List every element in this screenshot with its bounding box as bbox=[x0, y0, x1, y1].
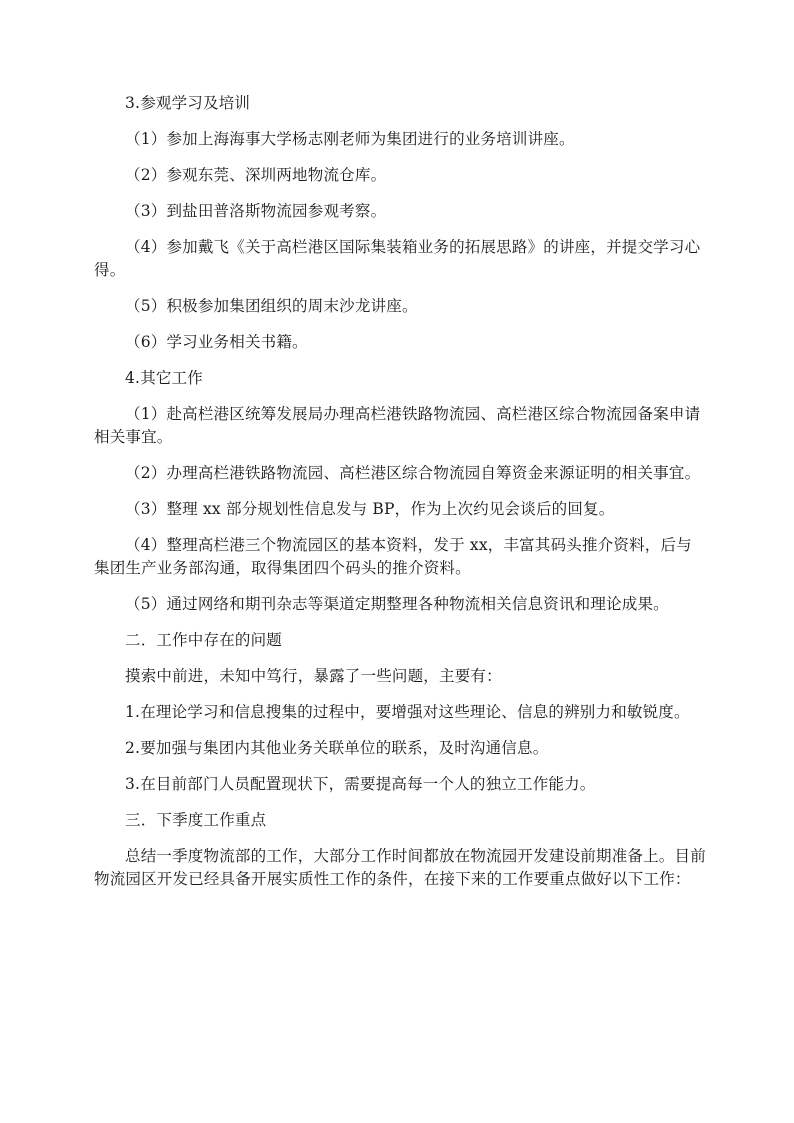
document-body bbox=[94, 92, 706, 904]
list-item: （5）通过网络和期刊杂志等渠道定期整理各种物流相关信息资讯和理论成果。 bbox=[125, 595, 669, 613]
body-paragraph: 摸索中前进，未知中笃行，暴露了一些问题，主要有： bbox=[125, 667, 502, 685]
list-item: 3.在目前部门人员配置现状下，需要提高每一个人的独立工作能力。 bbox=[125, 775, 596, 793]
body-paragraph: 总结一季度物流部的工作，大部分工作时间都放在物流园开发建设前期准备上。目前物流园区开发已经具备开展实质性工作的条件，在接下来的工作要重点做好以下工作： bbox=[94, 847, 706, 888]
section-heading-next-quarter: 三．下季度工作重点 bbox=[125, 811, 267, 829]
section-heading-other-work: 4.其它工作 bbox=[125, 369, 203, 387]
list-item: （3）到盐田普洛斯物流园参观考察。 bbox=[125, 202, 387, 220]
section-heading-visit-training: 3.参观学习及培训 bbox=[125, 94, 251, 112]
list-item: （5）积极参加集团组织的周末沙龙讲座。 bbox=[125, 297, 418, 315]
list-item: 2.要加强与集团内其他业务关联单位的联系，及时沟通信息。 bbox=[125, 739, 549, 757]
section-heading-problems: 二．工作中存在的问题 bbox=[125, 631, 283, 649]
list-item: （2）参观东莞、深圳两地物流仓库。 bbox=[125, 166, 387, 184]
list-item: 1.在理论学习和信息搜集的过程中，要增强对这些理论、信息的辨别力和敏锐度。 bbox=[125, 703, 690, 721]
list-item: （3）整理 xx 部分规划性信息发与 BP，作为上次约见会谈后的回复。 bbox=[125, 500, 615, 518]
list-item: （2）办理高栏港铁路物流园、高栏港区综合物流园自筹资金来源证明的相关事宜。 bbox=[125, 464, 701, 482]
list-item: （1）参加上海海事大学杨志刚老师为集团进行的业务培训讲座。 bbox=[125, 130, 575, 148]
list-item: （4）参加戴飞《关于高栏港区国际集装箱业务的拓展思路》的讲座，并提交学习心得。 bbox=[94, 238, 701, 279]
list-item: （1）赴高栏港区统筹发展局办理高栏港铁路物流园、高栏港区综合物流园备案申请相关事宜。 bbox=[94, 405, 701, 446]
list-item: （4）整理高栏港三个物流园区的基本资料，发于 xx，丰富其码头推介资料，后与集团生产业务部沟通，取得集团四个码头的推介资料。 bbox=[94, 536, 692, 577]
list-item: （6）学习业务相关书籍。 bbox=[125, 333, 308, 351]
